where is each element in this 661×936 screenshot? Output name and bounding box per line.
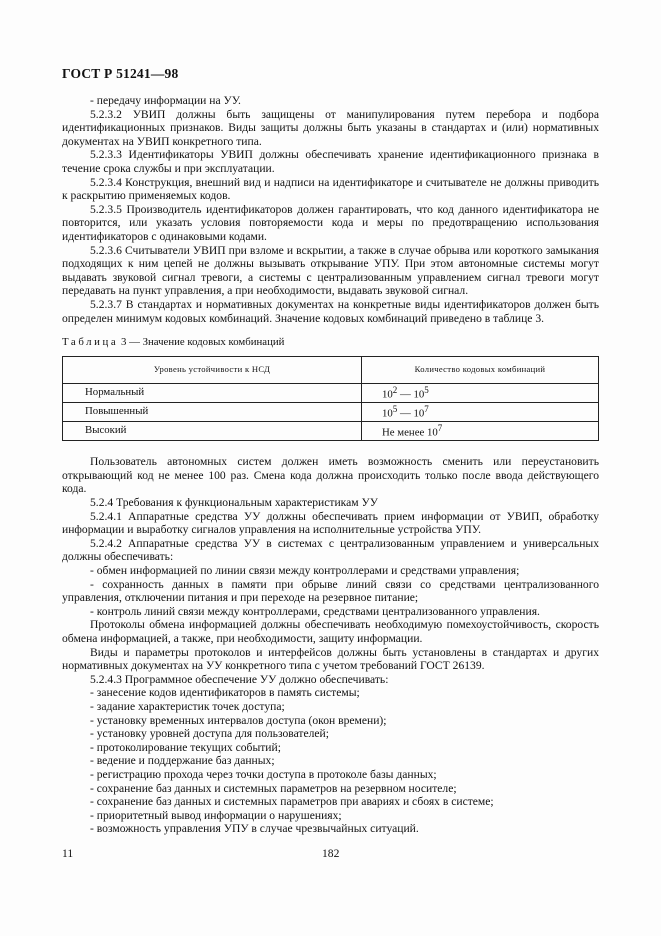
table-row — [63, 402, 599, 421]
document-body — [62, 94, 599, 836]
column-header-count: Количество кодовых комбинаций — [362, 356, 599, 383]
paragraph: Виды и параметры протоколов и интерфейсов должны быть установлены в стандартах и других нормативных документах на УУ конкретного типа с учетом требований ГОСТ 26139. — [62, 645, 599, 673]
cell-level: Повышенный — [63, 402, 362, 421]
paragraph: 5.2.4.2 Аппаратные средства УУ в системах с централизованным управлением и универсальных должны обеспечивать: — [62, 536, 599, 564]
table-caption-text: 3 — Значение кодовых комбинаций — [120, 336, 285, 349]
list-item: - задание характеристик точек доступа; — [90, 699, 285, 713]
list-item: - сохранение баз данных и системных параметров на резервном носителе; — [90, 781, 457, 795]
table-caption — [62, 336, 599, 350]
document-header: ГОСТ Р 51241—98 — [62, 66, 179, 81]
code-combinations-table — [62, 356, 599, 442]
paragraph: 5.2.3.4 Конструкция, внешний вид и надписи на идентификаторе и считывателе не должны приводить к раскрытию применяемых кодов. — [62, 175, 599, 203]
paragraph: 5.2.4.3 Программное обеспечение УУ должно обеспечивать: — [90, 672, 389, 686]
paragraph: Пользователь автономных систем должен иметь возможность сменить или переустановить открывающий код не менее 100 раз. Смена кода должна происходить только после ввода действующего кода. — [62, 455, 599, 496]
list-item: - установку уровней доступа для пользователей; — [90, 727, 329, 741]
table-row — [63, 422, 599, 441]
list-item: - сохранность данных в памяти при обрыве линий связи со средствами централизованного управления, отключении питания и при переходе на резервное питание; — [62, 577, 599, 605]
list-item: - приоритетный вывод информации о нарушениях; — [90, 808, 342, 822]
list-item: - ведение и поддержание баз данных; — [90, 754, 275, 768]
paragraph: 5.2.4 Требования к функциональным характеристикам УУ — [90, 496, 378, 510]
cell-level: Нормальный — [63, 383, 362, 402]
paragraph: 5.2.4.1 Аппаратные средства УУ должны обеспечивать прием информации от УВИП, обработку информации и выработку сигналов управления на исполнительные устройства УПУ. — [62, 509, 599, 537]
table-caption-word: Таблица — [62, 336, 119, 349]
paragraph: Протоколы обмена информацией должны обеспечивать необходимую помехоустойчивость, скорость обмена информацией, а также, при необходимости, защиту информации. — [62, 618, 599, 645]
page-number-center: 182 — [322, 847, 340, 860]
paragraph: 5.2.3.6 Считыватели УВИП при взломе и вскрытии, а также в случае обрыва или короткого замыкания подходящих к ним цепей не должны вызывать открывание УПУ. При этом автономные системы могут выдавать звуковой сигнал тревоги, а системы с централизованным управлением сигнал тревоги могут передавать на пункт управления, а при необходимости, выдавать звуковой сигнал. — [62, 243, 599, 298]
cell-count: $10^5$ — $10^7$ — [362, 402, 599, 421]
list-item: - возможность управления УПУ в случае чрезвычайных ситуаций. — [90, 822, 419, 836]
list-item: - регистрацию прохода через точки доступа в протоколе базы данных; — [90, 767, 437, 781]
table-header-row — [63, 356, 599, 383]
paragraph: 5.2.3.2 УВИП должны быть защищены от манипулирования путем перебора и подбора идентификационных признаков. Виды защиты должны быть указаны в стандартах и (или) нормативных документах на УВИП конкретного типа. — [62, 107, 599, 148]
paragraph: 5.2.3.3 Идентификаторы УВИП должны обеспечивать хранение идентификационного признака в течение срока службы и при эксплуатации. — [62, 148, 599, 175]
page-number-left: 11 — [62, 847, 74, 860]
paragraph: - передачу информации на УУ. — [90, 94, 241, 107]
paragraph: 5.2.3.7 В стандартах и нормативных документах на конкретные виды идентификаторов должен быть определен минимум кодовых комбинаций. Значение кодовых комбинаций приведено в таблице 3. — [62, 297, 599, 325]
list-item: - обмен информацией по линии связи между контроллерами и средствами управления; — [90, 564, 520, 577]
list-item: - контроль линий связи между контроллерами, средствами централизованного управления. — [90, 604, 540, 618]
cell-level: Высокий — [63, 422, 362, 441]
table-row — [63, 383, 599, 402]
cell-count: $10^2$ — $10^5$ — [362, 383, 599, 402]
column-header-level: Уровень устойчивости к НСД — [63, 356, 362, 383]
list-item: - протоколирование текущих событий; — [90, 740, 281, 754]
list-item: - занесение кодов идентификаторов в память системы; — [90, 686, 360, 700]
list-item: - сохранение баз данных и системных параметров при авариях и сбоях в системе; — [90, 795, 494, 809]
cell-count: Не менее $10^7$ — [362, 422, 599, 441]
paragraph: 5.2.3.5 Производитель идентификаторов должен гарантировать, что код данного идентификатора не повторится, или указать условия повторяемости кода и меры по предотвращению использования идентификаторов с одинаковыми кодами. — [62, 202, 599, 243]
list-item: - установку временных интервалов доступа (окон времени); — [90, 713, 387, 727]
